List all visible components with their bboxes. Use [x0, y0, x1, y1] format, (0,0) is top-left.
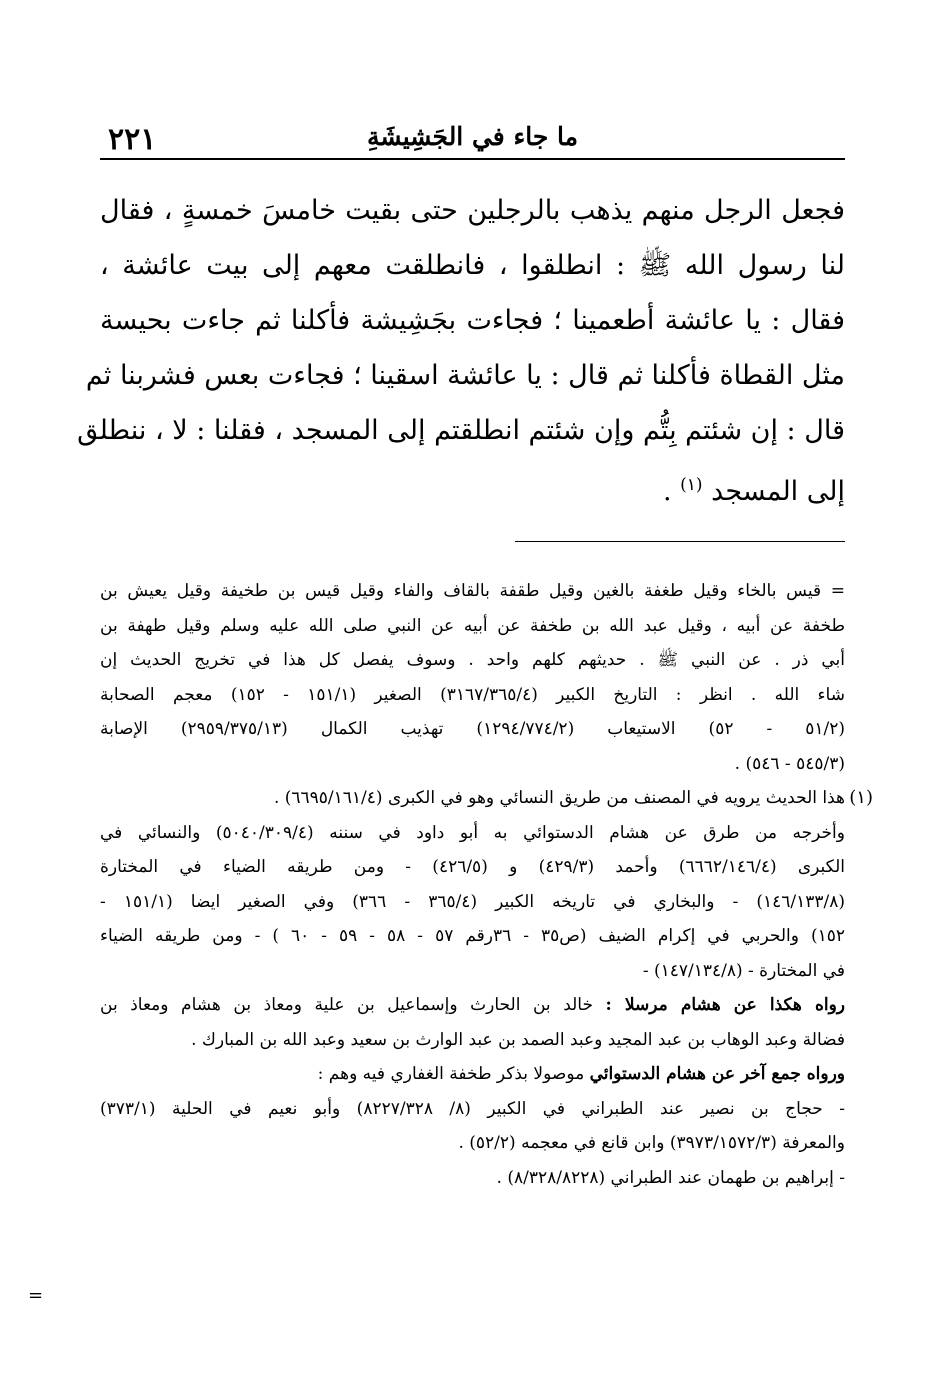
continuation-marker: = — [28, 1285, 44, 1306]
page-header — [100, 118, 845, 158]
page-number: ٢٢١ — [108, 122, 157, 157]
mursal-heading: رواه هكذا عن هشام مرسلا : — [605, 995, 845, 1015]
footnote-line: (٥٤٥/٣ - ٥٤٦) . — [734, 753, 845, 774]
footnote-line: الكبرى (٦٦٦٢/١٤٦/٤) وأحمد (٤٢٩/٣) و (٤٢٦/٥) - ومن طريقه الضياء في المختارة — [100, 857, 845, 877]
footnote-text: هذا الحديث يرويه في المصنف من طريق النسائي وهو في الكبرى (٦٦٩٥/١٦١/٤) . — [273, 788, 845, 808]
footnote-line: شاء الله . انظر : التاريخ الكبير (٣١٦٧/٣٦٥/٤) الصغير (١٥١/١ - ١٥٢) معجم الصحابة — [100, 684, 845, 705]
footnote-line: في المختارة - (١٤٧/١٣٤/٨) - — [642, 960, 845, 981]
main-text-line: مثل القطاة فأكلنا ثم قال : يا عائشة اسقينا ؛ فجاءت بعس فشربنا ثم — [85, 360, 845, 391]
footnote-line: = قيس بالخاء وقيل طغفة بالغين وقيل طقفة بالقاف والفاء وقيل قيس بن طخيفة وقيل يعيش بن — [100, 581, 845, 601]
header-rule — [100, 158, 845, 160]
mawsul-line — [100, 1057, 845, 1092]
footnote-line: أبي ذر . عن النبي ﷺ . حديثهم كلهم واحد . وسوف يفصل كل هذا في تخريج الحديث إن — [100, 650, 845, 670]
main-text-line: فجعل الرجل منهم يذهب بالرجلين حتى بقيت خامسَ خمسةٍ ، فقال — [100, 195, 845, 226]
footnote-line: والمعرفة (٣٩٧٣/١٥٧٢/٣) وابن قانع في معجمه (٥٢/٢) . — [458, 1133, 845, 1153]
mawsul-text: موصولا بذكر طخفة الغفاري فيه وهم : — [317, 1064, 585, 1084]
footnote-1-first-line — [100, 781, 873, 816]
main-text-line: قال : إن شئتم بِتُّم وإن شئتم انطلقتم إلى المسجد ، فقلنا : لا ، ننطلق — [77, 415, 845, 446]
running-title: ما جاء في الجَشِيشَةِ — [367, 122, 578, 151]
main-text-line: إلى المسجد — [711, 476, 845, 507]
footnote-number: (١) — [849, 787, 873, 808]
footnote-line: وأخرجه من طرق عن هشام الدستوائي به أبو داود في سننه (٥٠٤٠/٣٠٩/٤) والنسائي في — [100, 822, 845, 843]
end-period: . — [662, 476, 672, 507]
mursal-line — [100, 988, 845, 1023]
footnote-separator — [515, 541, 845, 542]
footnote-line: طخفة عن أبيه ، وقيل عبد الله بن طخفة عن أبيه عن النبي صلى الله عليه وسلم وقيل طهفة بن — [100, 615, 845, 636]
mawsul-heading: ورواه جمع آخر عن هشام الدستوائي — [589, 1064, 845, 1084]
main-text-last-line — [100, 458, 845, 513]
main-text-line: لنا رسول الله ﷺ : انطلقوا ، فانطلقت معهم إلى بيت عائشة ، — [100, 250, 845, 281]
footnote-line: ١٥٢) والحربي في إكرام الضيف (ص٣٥ - ٣٦رقم ٥٧ - ٥٨ - ٥٩ - ٦٠ ) - ومن طريقه الضياء — [100, 926, 846, 946]
footnote-line: فضالة وعبد الوهاب بن عبد المجيد وعبد الصمد بن عبد الوارث بن سعيد وعبد الله بن المبارك . — [191, 1029, 845, 1050]
footnote-marker[interactable]: (١) — [680, 475, 703, 495]
footnote-line: (١٤٦/١٣٣/٨) - والبخاري في تاريخه الكبير (٣٦٥/٤ - ٣٦٦) وفي الصغير ايضا (١٥١/١ - — [100, 891, 845, 912]
main-text — [77, 183, 845, 513]
footnote-line: (٥١/٢ - ٥٢) الاستيعاب (١٢٩٤/٧٧٤/٢) تهذيب الكمال (٢٩٥٩/٣٧٥/١٣) الإصابة — [100, 719, 845, 739]
main-text-line: فقال : يا عائشة أطعمينا ؛ فجاءت بجَشِيشة فأكلنا ثم جاءت بحيسة — [100, 305, 845, 336]
mursal-text: خالد بن الحارث وإسماعيل بن علية ومعاذ بن هشام ومعاذ بن — [100, 995, 593, 1015]
footnotes — [100, 574, 873, 1195]
footnote-list-item: - إبراهيم بن طهمان عند الطبراني (٨/٣٢٨/٨٢٢٨) . — [496, 1167, 845, 1188]
footnote-list-item: - حجاج بن نصير عند الطبراني في الكبير (٨/ ٨٢٢٧/٣٢٨) وأبو نعيم في الحلية (٣٧٣/١) — [100, 1098, 845, 1119]
